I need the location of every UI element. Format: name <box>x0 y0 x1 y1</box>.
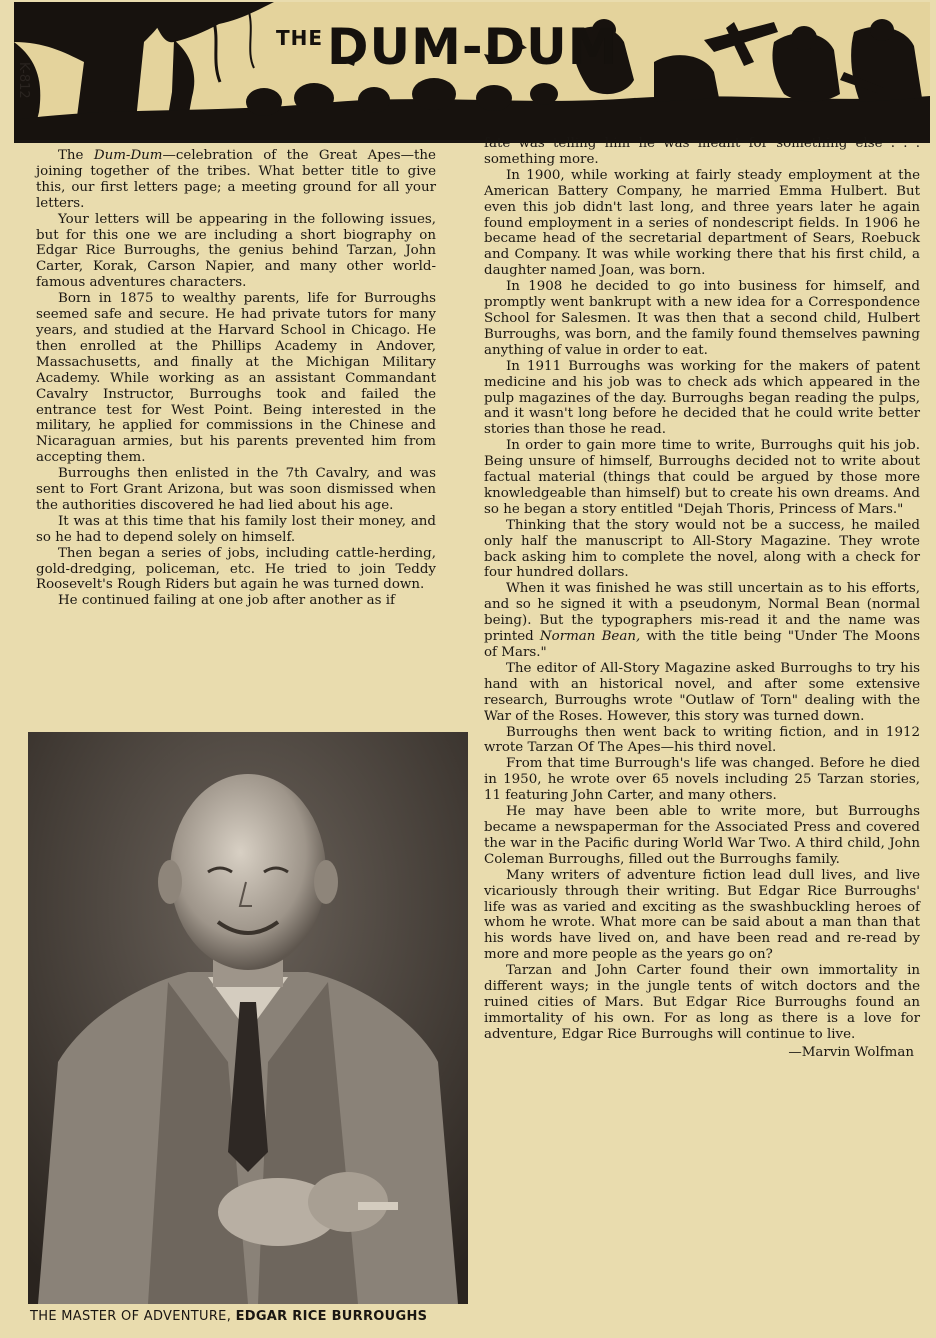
paragraph: In 1908 he decided to go into business for himself, and promptly went bankrupt with a new idea for a Correspondence School for Salesmen. It was then that a second child, Hulbert Burroughs, was born, and the family found themselves pawning anything of value in order to eat. <box>484 279 920 358</box>
right-column <box>484 136 920 1061</box>
dum-dum-italic: Dum-Dum <box>93 148 163 163</box>
paragraph: The editor of All-Story Magazine asked Burroughs to try his hand with an historical novel, and after some extensive research, Burroughs wrote "Outlaw of Torn" dealing with the War of the Roses. However, this story was turned down. <box>484 660 920 724</box>
page-code: K-812 <box>16 62 31 99</box>
left-column <box>36 148 436 609</box>
page-title <box>276 18 619 76</box>
paragraph: From that time Burrough's life was changed. Before he died in 1950, he wrote over 65 novels including 25 Tarzan stories, 11 featuring John Carter, and many others. <box>484 756 920 804</box>
paragraph: It was at this time that his family lost their money, and so he had to depend solely on himself. <box>36 513 436 545</box>
portrait-photo <box>28 732 468 1304</box>
paragraph: He continued failing at one job after another as if <box>58 593 395 609</box>
title-article: THE <box>276 26 324 50</box>
continuation-paragraph: fate was telling him he was meant for something else . . . something more. <box>484 136 920 167</box>
paragraph: In 1900, while working at fairly steady employment at the American Battery Company, he married Emma Hulbert. But even this job didn't last long, and three years later he again found employment in a series of nondescript fields. In 1906 he became head of the secretarial department of Sears, Roebuck and Company. It was while working there that his first child, a daughter named Joan, was born. <box>484 167 920 279</box>
paragraph: Burroughs then went back to writing fiction, and in 1912 wrote Tarzan Of The Apes—his third novel. <box>484 724 920 756</box>
paragraph: Your letters will be appearing in the following issues, but for this one we are including a short biography on Edgar Rice Burroughs, the genius behind Tarzan, John Carter, Korak, Carson Napier, and many other world-famous adventures characters. <box>36 211 436 291</box>
title-main: DUM-DUM <box>327 18 619 76</box>
paragraph: Thinking that the story would not be a success, he mailed only half the manuscript to All-Story Magazine. They wrote back asking him to complete the novel, along with a check for four hundred dollars. <box>484 517 920 581</box>
paragraph: In 1911 Burroughs was working for the makers of patent medicine and his job was to check ads which appeared in the pulp magazines of the day. Burroughs began reading the pulps, and it wasn't long before he decided that he could write better stories than those he read. <box>484 358 920 438</box>
paragraph: Born in 1875 to wealthy parents, life for Burroughs seemed safe and secure. He had private tutors for many years, and studied at the Harvard School in Chicago. He then enrolled at the Phillips Academy in Andover, Massachusetts, and finally at the Michigan Military Academy. While working as an assistant Commandant Cavalry Instructor, Burroughs took and failed the entrance test for West Point. Being interested in the military, he applied for commissions in the Chinese and Nicaraguan armies, but his parents prevented him from accepting them. <box>36 291 436 466</box>
paragraph: Many writers of adventure fiction lead dull lives, and live vicariously through their writing. But Edgar Rice Burroughs' life was as varied and exciting as the swashbuckling heroes of whom he wrote. What more can be said about a man than that his words have lived on, and have been read and re-read by more and more people as the years go on? <box>484 867 920 963</box>
paragraph: Tarzan and John Carter found their own immortality in different ways; in the jungle tents of witch doctors and the ruined cities of Mars. But Edgar Rice Burroughs found an immortality of his own. For as long as there is a love for adventure, Edgar Rice Burroughs will continue to live. <box>484 963 920 1042</box>
portrait-illustration <box>28 732 468 1304</box>
paragraph: He may have been able to write more, but Burroughs became a newspaperman for the Associated Press and covered the war in the Pacific during World War Two. A third child, John Coleman Burroughs, filled out the Burroughs family. <box>484 804 920 867</box>
norman-bean-italic: Norman Bean, <box>539 629 641 645</box>
author-signature: —Marvin Wolfman <box>788 1044 914 1060</box>
photo-caption: THE MASTER OF ADVENTURE, EDGAR RICE BURROUGHS <box>30 1309 428 1324</box>
paragraph: When it was finished he was still uncertain as to his efforts, and so he signed it with a pseudonym, Normal Bean (normal being). But the typographers mis-read it and the name was printed Norman Bean, with the title being "Under The Moons of Mars." <box>484 581 921 660</box>
paragraph: In order to gain more time to write, Burroughs quit his job. Being unsure of himself, Burroughs decided not to write about factual material (things that could be argued by those more knowledgeable than himself) but to create his own dreams. And so he began a story entitled "Dejah Thoris, Princess of Mars." <box>484 438 920 517</box>
paragraph: Then began a series of jobs, including cattle-herding, gold-dredging, policeman, etc. He tried to join Teddy Roosevelt's Rough Riders but again he was turned down. <box>36 545 436 593</box>
header-banner <box>14 2 930 143</box>
paragraph: Burroughs then enlisted in the 7th Cavalry, and was sent to Fort Grant Arizona, but was soon dismissed when the authorities discovered he had lied about his age. <box>36 466 436 513</box>
caption-name: EDGAR RICE BURROUGHS <box>235 1309 428 1324</box>
intro-paragraph: The Dum-Dum—celebration of the Great Apes—the joining together of the tribes. What better title to give this, our first letters page; a meeting ground for all your letters. <box>36 148 436 211</box>
